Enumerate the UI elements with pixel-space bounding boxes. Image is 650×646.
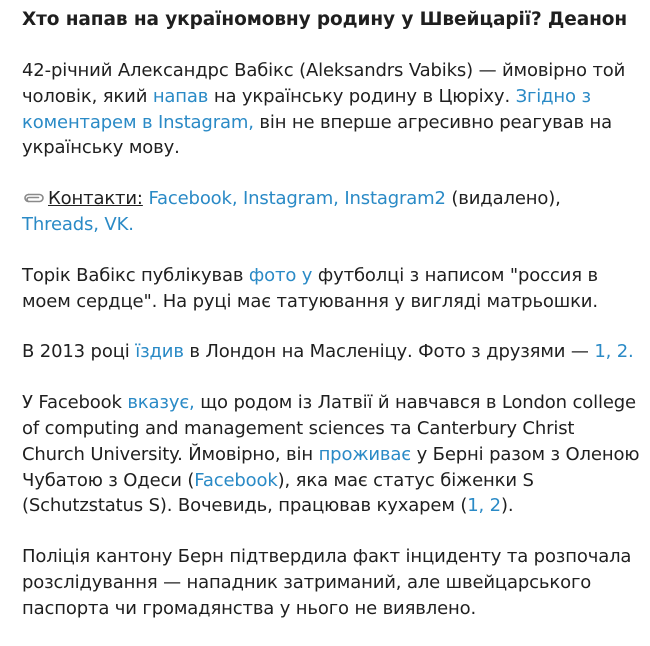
text: (видалено), (445, 188, 561, 210)
post-title: Хто напав на україномовну родину у Швейцарії? Деанон (22, 9, 628, 30)
paragraph-police (22, 544, 640, 621)
paperclip-icon (22, 191, 46, 205)
link-threads-vk[interactable]: Threads, VK. (22, 213, 134, 235)
link-instagram-comment[interactable]: Згідно з коментарем в Instagram, (22, 85, 591, 133)
link-photo[interactable]: фото у (248, 264, 313, 286)
text: У Facebook (22, 392, 128, 414)
text: він не вперше агресивно реагував на українську мову. (22, 111, 613, 159)
link-photos-1-2[interactable]: 1, 2. (594, 341, 634, 363)
link-cook-1-2[interactable]: 1, 2 (467, 495, 501, 517)
paragraph-intro (22, 58, 640, 161)
text: що родом із Латвії й навчався в London college of computing and management sciences та Canterbury Christ Church University. Ймовірно, він (22, 392, 636, 465)
link-indicates[interactable]: вказує, (127, 392, 195, 414)
contacts-label: Контакти: (48, 188, 143, 210)
link-travelled[interactable]: їздив (135, 341, 184, 363)
paragraph-facebook (22, 390, 640, 519)
paragraph-photo (22, 263, 640, 315)
text: 42-річний Александрс Вабікс (Aleksandrs Vabiks) — ймовірно той чоловік, який (22, 60, 626, 107)
link-attacked[interactable]: напав (152, 85, 209, 107)
link-facebook-olena[interactable]: Facebook (194, 469, 278, 491)
text: ). (500, 495, 514, 517)
link-social-profiles[interactable]: Facebook, Instagram, Instagram2 (148, 188, 446, 210)
text: в Лондон на Масленіцу. Фото з друзями — (183, 341, 595, 363)
text: ), яка має статус біженки S (Schutzstatus S). Вочевидь, працював кухарем ( (22, 469, 534, 517)
paragraph-contacts (22, 186, 640, 238)
paragraph-london (22, 339, 640, 365)
text: Поліція кантону Берн підтвердила факт інциденту та розпочала розслідування — нападник затриманий, але швейцарського паспорта чи громадянства у нього не виявлено. (22, 546, 632, 619)
text: Торік Вабікс публікував (22, 264, 249, 286)
text: В 2013 році (22, 341, 136, 363)
text: футболці з написом "россия в моем сердце". На руці має татуювання у вигляді матрьошки. (22, 264, 598, 312)
text: у Берні разом з Оленою Чубатою з Одеси ( (22, 443, 640, 491)
link-lives[interactable]: проживає (318, 443, 412, 465)
text: на українську родину в Цюріху. (208, 85, 516, 107)
